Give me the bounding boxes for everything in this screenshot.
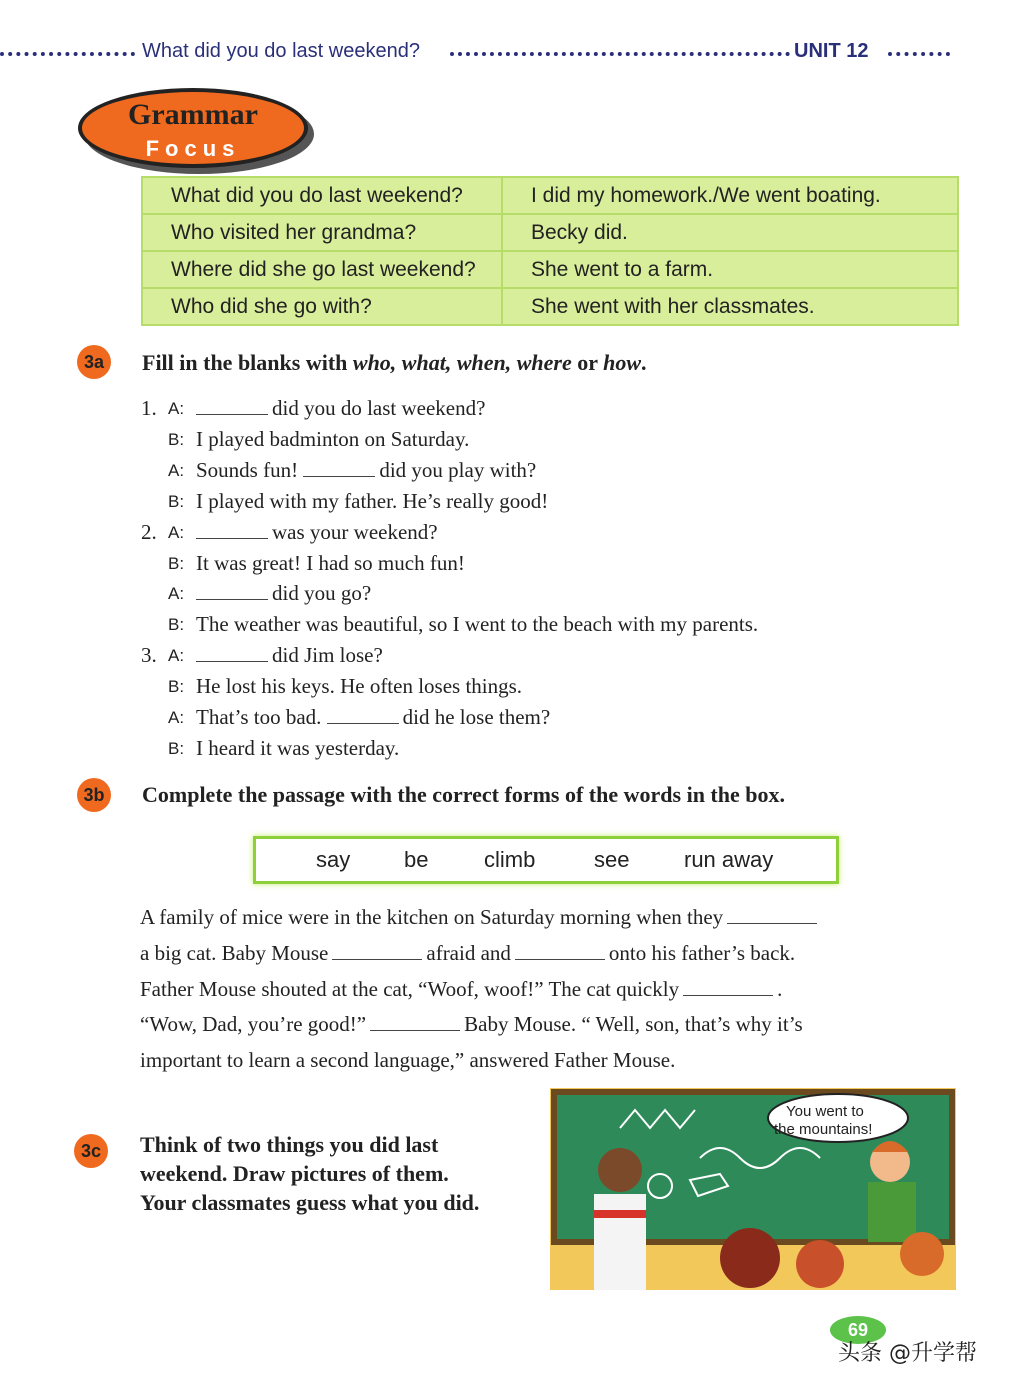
dialog-text-post: did Jim lose? <box>272 643 383 668</box>
dialog-text-post: did you do last weekend? <box>272 396 486 420</box>
dialog-line <box>0 581 1000 612</box>
item-number: 2. <box>141 519 157 544</box>
answer-blank[interactable] <box>196 396 268 415</box>
dialog-text-pre: Sounds fun! <box>196 457 299 482</box>
word-item: run away <box>684 847 774 872</box>
dialog-text <box>196 427 469 452</box>
passage-blank[interactable] <box>332 943 422 960</box>
dialog-text-post: did you go? <box>272 581 372 606</box>
passage-line <box>140 977 782 1009</box>
grammar-table <box>141 176 959 326</box>
dialog-text-pre: The weather was beautiful, so I went to the beach with my parents. <box>196 612 759 637</box>
header-dots-middle <box>450 52 790 56</box>
speaker-label: B: <box>168 553 185 573</box>
dialog-text-post: did he lose them? <box>402 705 551 729</box>
page-header <box>0 38 1010 68</box>
title-part: . <box>641 350 647 375</box>
passage-line <box>140 1048 675 1080</box>
speaker-label: B: <box>168 738 185 758</box>
section-3a-badge: 3a <box>77 345 111 379</box>
header-unit: UNIT 12 <box>790 40 872 63</box>
passage-text: afraid and <box>426 941 511 965</box>
passage-blank[interactable] <box>515 943 605 960</box>
table-cell: She went with her classmates. <box>502 288 958 325</box>
answer-blank[interactable] <box>196 643 268 662</box>
section-3c-text: Think of two things you did last weekend. Draw pictures of them. Your classmates guess what you did. <box>140 1132 480 1215</box>
passage-text: A family of mice were in the kitchen on Saturday morning when they <box>140 905 724 929</box>
item-number: 3. <box>141 643 157 668</box>
passage-line <box>140 1012 803 1044</box>
word-box <box>253 836 839 884</box>
passage-blank[interactable] <box>370 1014 460 1031</box>
classroom-illustration <box>550 1088 956 1290</box>
speaker-label: B: <box>168 615 185 635</box>
title-keywords: who, what, when, where <box>352 350 572 375</box>
word-item: be <box>404 847 429 872</box>
answer-blank[interactable] <box>196 581 268 600</box>
section-3a-title <box>142 350 647 376</box>
dialog-text <box>196 551 465 576</box>
dialog-line <box>0 520 1000 551</box>
answer-blank[interactable] <box>196 520 268 539</box>
item-number: 1. <box>141 396 157 420</box>
speaker-label: A: <box>168 646 185 666</box>
speech-bubble-line2: the mountains! <box>774 1121 873 1138</box>
watermark: 头条 @升学帮 <box>838 1341 977 1366</box>
dialog-text-post: did you play with? <box>379 457 537 482</box>
dialog-text-pre: I played with my father. He’s really good! <box>196 488 549 513</box>
table-cell: Who did she go with? <box>142 288 502 325</box>
section-3c-badge: 3c <box>74 1134 108 1168</box>
speaker-label: A: <box>168 522 185 542</box>
dialog-text <box>196 643 383 668</box>
passage-blank[interactable] <box>727 907 817 924</box>
answer-blank[interactable] <box>303 458 375 477</box>
table-cell: She went to a farm. <box>502 251 958 288</box>
badge-title: Grammar <box>128 98 258 131</box>
word-item: say <box>316 847 351 872</box>
speech-bubble-line1: You went to <box>786 1103 864 1120</box>
passage-text: “Wow, Dad, you’re good!” <box>140 1012 367 1036</box>
dialog-text <box>196 458 536 483</box>
title-part: or <box>571 350 604 375</box>
table-row <box>142 214 958 251</box>
table-cell: Who visited her grandma? <box>142 214 502 251</box>
dialog-line <box>0 674 1000 705</box>
speaker-label: A: <box>168 399 185 418</box>
section-3b-badge: 3b <box>77 778 111 812</box>
dialog-text <box>196 489 548 514</box>
speaker-label: A: <box>168 708 185 727</box>
dialog-text <box>196 612 758 637</box>
dialog-text-pre: It was great! I had so much fun! <box>196 550 465 575</box>
dialog-line <box>0 427 1000 458</box>
header-dots-right <box>888 52 950 56</box>
dialog-line <box>0 643 1000 674</box>
dialog-text <box>196 396 485 421</box>
table-cell: Where did she go last weekend? <box>142 251 502 288</box>
speaker-label: A: <box>168 584 185 604</box>
table-row <box>142 177 958 214</box>
passage-text: onto his father’s back. <box>608 941 796 965</box>
speaker-label: B: <box>168 491 185 511</box>
passage-text: important to learn a second language,” answered Father Mouse. <box>140 1048 676 1072</box>
table-cell: What did you do last weekend? <box>142 177 502 214</box>
classroom-drawing <box>550 1088 956 1290</box>
grammar-focus-badge <box>78 88 308 168</box>
passage-text: Baby Mouse. “ Well, son, that’s why it’s <box>464 1012 803 1036</box>
passage-blank[interactable] <box>683 979 773 996</box>
passage-line <box>140 941 795 973</box>
header-title: What did you do last weekend? <box>138 40 424 63</box>
passage-text: . <box>777 977 783 1001</box>
dialog-line <box>0 396 1000 427</box>
table-row <box>142 288 958 325</box>
dialog-line <box>0 612 1000 643</box>
passage-text: a big cat. Baby Mouse <box>140 941 329 965</box>
word-item: see <box>594 847 630 872</box>
dialog-line <box>0 551 1000 582</box>
table-cell: Becky did. <box>502 214 958 251</box>
dialog-line <box>0 489 1000 520</box>
section-3b-title: Complete the passage with the correct forms of the words in the box. <box>142 782 785 807</box>
dialog-text-pre: I played badminton on Saturday. <box>196 426 470 451</box>
table-row <box>142 251 958 288</box>
title-keyword: how <box>603 350 642 375</box>
dialog-text-post: was your weekend? <box>272 519 438 544</box>
dialog-line <box>0 458 1000 489</box>
passage-text: Father Mouse shouted at the cat, “Woof, woof!” The cat quickly <box>140 977 680 1001</box>
word-item: climb <box>484 847 536 872</box>
header-dots-left <box>0 52 135 56</box>
dialog-text <box>196 736 399 761</box>
dialog-text <box>196 520 438 545</box>
dialog-text <box>196 674 522 699</box>
speaker-label: B: <box>168 429 185 449</box>
dialog-text <box>196 581 371 606</box>
dialog-text-pre: I heard it was yesterday. <box>196 735 400 760</box>
badge-subtitle: Focus <box>145 136 241 161</box>
page-number: 69 <box>830 1316 886 1344</box>
dialog-line <box>0 705 1000 736</box>
title-part: Fill in the blanks with <box>142 350 353 375</box>
answer-blank[interactable] <box>327 705 399 724</box>
dialog-text-pre: He lost his keys. He often loses things. <box>196 674 523 699</box>
dialog-text-pre: That’s too bad. <box>196 705 322 729</box>
dialog-text <box>196 705 550 730</box>
dialog-line <box>0 736 1000 767</box>
speaker-label: B: <box>168 677 185 697</box>
speaker-label: A: <box>168 460 185 480</box>
passage-line <box>140 905 821 937</box>
table-cell: I did my homework./We went boating. <box>502 177 958 214</box>
